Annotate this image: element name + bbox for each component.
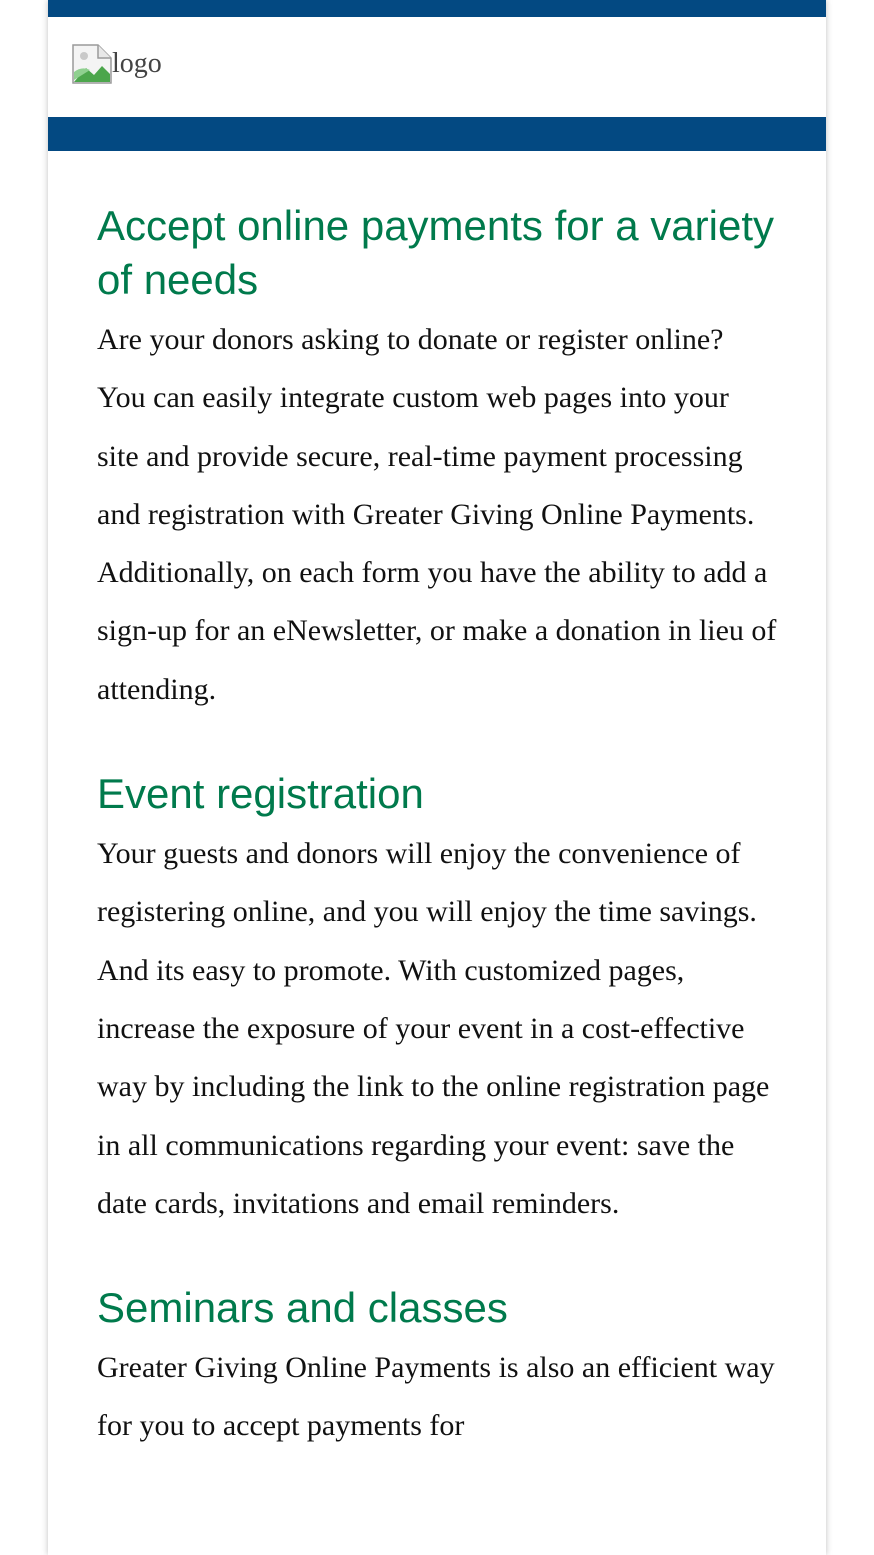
section-event-registration [97, 767, 777, 1233]
section-body: Greater Giving Online Payments is also an efficient way for you to accept payments for [97, 1351, 775, 1443]
section-seminars-classes [97, 1281, 777, 1456]
section-title: Accept online payments for a variety of needs [97, 202, 775, 303]
section-body: Are your donors asking to donate or register online? You can easily integrate custom web pages into your site and provide secure, real-time payment processing and registration with Greater Giving Online Payments. Additionally, on each form you have the ability to add a sign-up for an eNewsletter, or make a donation in lieu of attending. [97, 323, 777, 706]
section-online-payments [97, 199, 777, 719]
top-accent-bar [48, 0, 826, 17]
broken-image-icon [72, 44, 112, 84]
header [48, 17, 826, 117]
section-title: Seminars and classes [97, 1284, 508, 1332]
main-content [48, 151, 826, 1456]
logo[interactable] [72, 44, 162, 84]
logo-alt-text: logo [112, 48, 162, 79]
section-title: Event registration [97, 770, 424, 818]
email-page [48, 0, 826, 1555]
section-body: Your guests and donors will enjoy the convenience of registering online, and you will enjoy the time savings. And its easy to promote. With customized pages, increase the exposure of your event in a cost-effective way by including the link to the online registration page in all communications regarding your event: save the date cards, invitations and email reminders. [97, 837, 770, 1220]
nav-bar [48, 117, 826, 151]
